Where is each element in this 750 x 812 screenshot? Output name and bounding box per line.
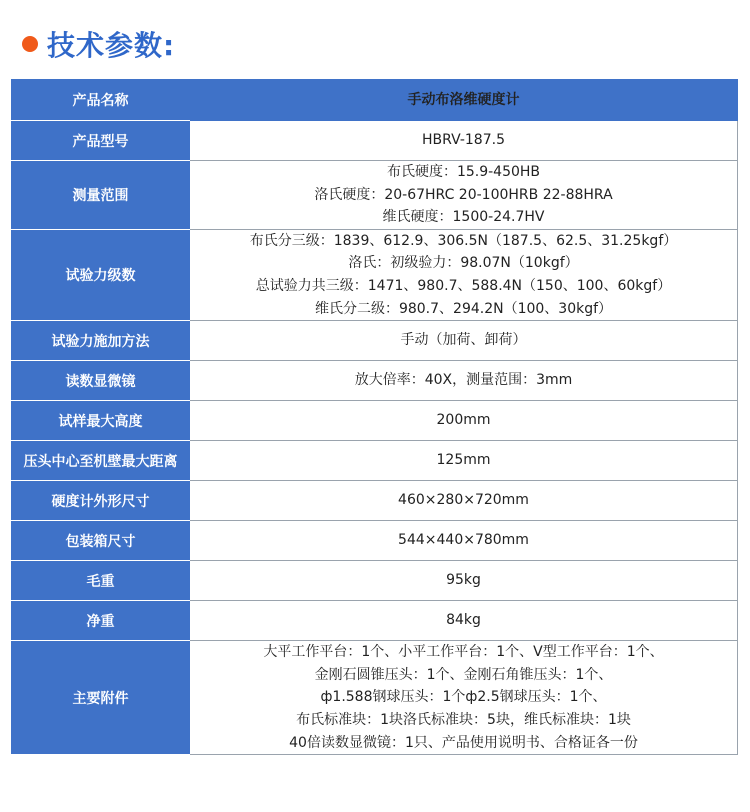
- table-row: [12, 161, 738, 230]
- table-row: [12, 481, 738, 521]
- value-line: 洛氏硬度：20-67HRC 20-100HRB 22-88HRA: [314, 186, 613, 203]
- row-value: [190, 361, 738, 401]
- table-row: [12, 321, 738, 361]
- value-line: 大平工作平台：1个、小平工作平台：1个、V型工作平台：1个、: [263, 644, 664, 661]
- value-line: 总试验力共三级：1471、980.7、588.4N（150、100、60kgf）: [255, 277, 672, 294]
- row-label: 测量范围: [12, 161, 190, 230]
- table-row: [12, 401, 738, 441]
- header-label-cell: 产品名称: [12, 80, 190, 121]
- value-line: 95kg: [446, 572, 481, 589]
- value-line: 手动（加荷、卸荷）: [400, 332, 527, 349]
- row-value: [190, 401, 738, 441]
- value-line: 84kg: [446, 612, 481, 629]
- value-line: 维氏硬度：1500-24.7HV: [382, 209, 545, 226]
- table-row: [12, 521, 738, 561]
- table-row: [12, 361, 738, 401]
- row-value: [190, 601, 738, 641]
- table-row: [12, 121, 738, 161]
- table-row: [12, 641, 738, 755]
- row-label: 主要附件: [12, 641, 190, 755]
- row-value: [190, 121, 738, 161]
- table-header-row: [12, 80, 738, 121]
- row-label: 试验力施加方法: [12, 321, 190, 361]
- value-line: 40倍读数显微镜：1只、产品使用说明书、合格证各一份: [289, 734, 638, 751]
- row-value: [190, 641, 738, 755]
- section-title: 技术参数:: [47, 29, 176, 62]
- row-value: [190, 441, 738, 481]
- value-line: 460×280×720mm: [398, 492, 529, 509]
- value-line: HBRV-187.5: [422, 132, 505, 149]
- row-label: 读数显微镜: [12, 361, 190, 401]
- value-line: 布氏分三级：1839、612.9、306.5N（187.5、62.5、31.25kgf）: [249, 232, 678, 249]
- table-row: [12, 441, 738, 481]
- value-line: 布氏标准块：1块洛氏标准块：5块，维氏标准块：1块: [296, 711, 631, 728]
- row-value: [190, 521, 738, 561]
- header-value-cell: 手动布洛维硬度计: [190, 80, 738, 121]
- row-value: [190, 561, 738, 601]
- value-line: 200mm: [436, 412, 491, 429]
- row-value: [190, 321, 738, 361]
- row-label: 硬度计外形尺寸: [12, 481, 190, 521]
- value-line: 布氏硬度：15.9-450HB: [386, 164, 541, 180]
- row-label: 试验力级数: [12, 229, 190, 320]
- value-line: 洛氏：初级验力：98.07N（10kgf）: [348, 255, 579, 272]
- table-row: [12, 561, 738, 601]
- bullet-dot-icon: [22, 36, 38, 52]
- row-value: [190, 481, 738, 521]
- section-heading: [22, 22, 175, 66]
- row-label: 毛重: [12, 561, 190, 601]
- row-label: 产品型号: [12, 121, 190, 161]
- value-line: 125mm: [436, 452, 491, 469]
- row-value: [190, 229, 738, 320]
- row-label: 净重: [12, 601, 190, 641]
- table-row: [12, 601, 738, 641]
- spec-table: [11, 79, 738, 755]
- row-label: 包装箱尺寸: [12, 521, 190, 561]
- value-line: 544×440×780mm: [398, 532, 529, 549]
- row-label: 压头中心至机壁最大距离: [12, 441, 190, 481]
- value-line: 维氏分二级：980.7、294.2N（100、30kgf）: [314, 300, 613, 317]
- value-line: 金刚石圆锥压头：1个、金刚石角锥压头：1个、: [314, 666, 613, 683]
- value-line: ф1.588钢球压头：1个ф2.5钢球压头：1个、: [320, 689, 607, 706]
- row-label: 试样最大高度: [12, 401, 190, 441]
- row-value: [190, 161, 738, 230]
- table-row: [12, 229, 738, 320]
- value-line: 放大倍率：40X，测量范围：3mm: [354, 372, 573, 389]
